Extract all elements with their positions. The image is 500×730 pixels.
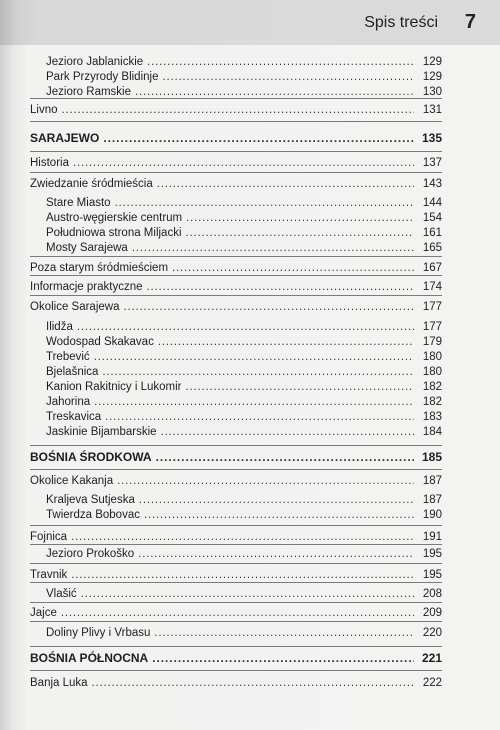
toc-entry-label: Południowa strona Miljacki — [46, 227, 182, 239]
dot-leader — [147, 55, 414, 69]
toc-entry-label: Bjelašnica — [46, 366, 99, 378]
toc-entry — [30, 300, 442, 314]
dot-leader — [154, 626, 414, 640]
toc-entry-label: Jahorina — [46, 396, 91, 408]
toc-entry-page: 165 — [422, 242, 442, 254]
dot-leader — [81, 587, 414, 601]
dot-leader — [71, 568, 414, 582]
toc-entry-page: 180 — [422, 366, 442, 378]
dot-leader — [132, 241, 414, 255]
toc-entry — [30, 156, 442, 170]
toc-entry-page: 190 — [422, 509, 442, 521]
divider-rule — [30, 544, 442, 545]
divider-rule — [30, 121, 442, 122]
toc-entry-label: Ilidža — [46, 321, 73, 333]
toc-entry-page: 183 — [422, 411, 442, 423]
toc-entry-page: 195 — [422, 548, 442, 560]
toc-entry-page: 209 — [422, 607, 442, 619]
toc-entry — [46, 241, 442, 255]
divider-rule — [30, 582, 442, 583]
toc-entry-label: Kanion Rakitnicy i Lukomir — [46, 381, 182, 393]
toc-entry — [46, 410, 442, 424]
toc-entry-page: 187 — [422, 475, 442, 487]
toc-entry-page: 179 — [422, 336, 442, 348]
toc-entry-page: 143 — [422, 178, 442, 190]
dot-leader — [73, 156, 414, 170]
dot-leader — [61, 606, 414, 620]
toc-entry-label: Banja Luka — [30, 677, 88, 689]
divider-rule — [30, 256, 442, 257]
toc-entry-label: Trebević — [46, 351, 90, 363]
toc-entry-page: 195 — [422, 569, 442, 581]
toc-entry-page: 222 — [422, 677, 442, 689]
toc-entry-page: 129 — [422, 56, 442, 68]
toc-entry-label: Poza starym śródmieściem — [30, 262, 169, 274]
dot-leader — [117, 474, 414, 488]
toc-entry — [30, 676, 442, 690]
dot-leader — [144, 508, 414, 522]
toc-entry-label: Fojnica — [30, 531, 68, 543]
toc-section-heading — [30, 450, 442, 464]
dot-leader — [102, 365, 414, 379]
toc-entry-page: 184 — [422, 426, 442, 438]
dot-leader — [94, 350, 414, 364]
toc-entry — [46, 626, 442, 640]
dot-leader — [172, 261, 414, 275]
dot-leader — [152, 651, 414, 665]
toc-entry-page: 161 — [422, 227, 442, 239]
toc-entry — [46, 350, 442, 364]
toc-entry — [46, 211, 442, 225]
divider-rule — [30, 172, 442, 173]
toc-entry-label: Travnik — [30, 569, 68, 581]
dot-leader — [157, 177, 414, 191]
dot-leader — [138, 547, 414, 561]
dot-leader — [71, 530, 414, 544]
toc-entry-page: 221 — [421, 651, 442, 665]
toc-entry — [46, 547, 442, 561]
divider-rule — [30, 151, 442, 152]
toc-entry-page: 220 — [422, 627, 442, 639]
divider-rule — [30, 445, 442, 446]
toc-entry-label: Mosty Sarajewa — [46, 242, 128, 254]
dot-leader — [147, 280, 415, 294]
toc-entry — [30, 530, 442, 544]
toc-entry-page: 154 — [422, 212, 442, 224]
toc-entry-label: BOŚNIA PÓŁNOCNA — [30, 651, 149, 665]
dot-leader — [139, 493, 414, 507]
toc-entry — [46, 587, 442, 601]
toc-entry — [46, 196, 442, 210]
toc-entry — [46, 508, 442, 522]
toc-entry — [46, 226, 442, 240]
toc-entry-label: Jaskinie Bijambarskie — [46, 426, 157, 438]
toc-entry — [46, 425, 442, 439]
toc-entry-page: 174 — [422, 281, 442, 293]
toc-entry-label: Jezioro Prokoško — [46, 548, 135, 560]
toc-entry-page: 185 — [421, 450, 442, 464]
toc-entry-page: 131 — [422, 104, 442, 116]
divider-rule — [30, 563, 442, 564]
toc-entry — [30, 606, 442, 620]
toc-entry-label: Jezioro Ramskie — [46, 86, 131, 98]
toc-entry-label: Historia — [30, 157, 69, 169]
dot-leader — [92, 676, 414, 690]
dot-leader — [156, 450, 414, 464]
toc-entry-label: Stare Miasto — [46, 197, 111, 209]
toc-entry — [30, 103, 442, 117]
divider-rule — [30, 670, 442, 671]
dot-leader — [62, 103, 415, 117]
divider-rule — [30, 646, 442, 647]
toc-entry-label: Twierdza Bobovac — [46, 509, 140, 521]
toc-entry — [30, 474, 442, 488]
dot-leader — [158, 335, 414, 349]
toc-entry-page: 137 — [422, 157, 442, 169]
toc-entry-page: 167 — [422, 262, 442, 274]
toc-entry — [30, 261, 442, 275]
dot-leader — [123, 300, 414, 314]
header-page-number: 7 — [464, 11, 476, 33]
toc-entry-page: 191 — [422, 531, 442, 543]
header-title: Spis treści — [364, 14, 438, 31]
divider-rule — [30, 295, 442, 296]
dot-leader — [186, 226, 414, 240]
toc-entry-page: 208 — [422, 588, 442, 600]
divider-rule — [30, 525, 442, 526]
divider-rule — [30, 275, 442, 276]
toc-entry-label: Park Przyrody Blidinje — [46, 71, 159, 83]
dot-leader — [186, 380, 414, 394]
toc-entry-label: Wodospad Skakavac — [46, 336, 154, 348]
toc-section-heading — [30, 651, 442, 665]
toc-entry — [46, 70, 442, 84]
toc-entry-label: Okolice Kakanja — [30, 475, 114, 487]
toc-section-heading — [30, 131, 442, 145]
toc-entry-label: Okolice Sarajewa — [30, 301, 120, 313]
toc-entry-label: Livno — [30, 104, 58, 116]
toc-entry — [46, 365, 442, 379]
toc-entry-page: 177 — [422, 301, 442, 313]
toc-entry — [46, 493, 442, 507]
divider-rule — [30, 602, 442, 603]
dot-leader — [186, 211, 414, 225]
toc-entry-label: Vlašić — [46, 588, 77, 600]
toc-entry-label: Zwiedzanie śródmieścia — [30, 178, 153, 190]
dot-leader — [135, 85, 414, 99]
toc-entry — [46, 55, 442, 69]
toc-entry-label: Jajce — [30, 607, 57, 619]
toc-entry — [46, 395, 442, 409]
toc-entry-label: Austro-węgierskie centrum — [46, 212, 183, 224]
toc-entry — [46, 85, 442, 99]
toc-entry-page: 182 — [422, 381, 442, 393]
toc-entry — [30, 177, 442, 191]
toc-entry-page: 177 — [422, 321, 442, 333]
toc-entry — [46, 380, 442, 394]
toc-entry — [46, 335, 442, 349]
toc-entry-label: BOŚNIA ŚRODKOWA — [30, 450, 152, 464]
toc-entry-page: 180 — [422, 351, 442, 363]
toc-entry-label: SARAJEWO — [30, 131, 100, 145]
toc-entry-page: 182 — [422, 396, 442, 408]
divider-rule — [30, 469, 442, 470]
toc-entry-label: Informacje praktyczne — [30, 281, 143, 293]
toc-entry-label: Treskavica — [46, 411, 102, 423]
toc-entry — [30, 568, 442, 582]
toc-entry-page: 129 — [422, 71, 442, 83]
dot-leader — [94, 395, 414, 409]
dot-leader — [162, 70, 414, 84]
toc-entry-page: 187 — [422, 494, 442, 506]
page-header — [0, 0, 500, 45]
dot-leader — [103, 131, 414, 145]
toc-entry-label: Kraljeva Sutjeska — [46, 494, 135, 506]
dot-leader — [115, 196, 414, 210]
dot-leader — [161, 425, 414, 439]
toc-entry-label: Jezioro Jablanickie — [46, 56, 144, 68]
toc-entry-page: 135 — [421, 131, 442, 145]
toc-entry — [30, 280, 442, 294]
toc-entry-page: 130 — [422, 86, 442, 98]
dot-leader — [77, 320, 414, 334]
divider-rule — [30, 621, 442, 622]
dot-leader — [105, 410, 414, 424]
toc-entry-label: Doliny Plivy i Vrbasu — [46, 627, 151, 639]
toc-entry-page: 144 — [422, 197, 442, 209]
toc-entry — [46, 320, 442, 334]
